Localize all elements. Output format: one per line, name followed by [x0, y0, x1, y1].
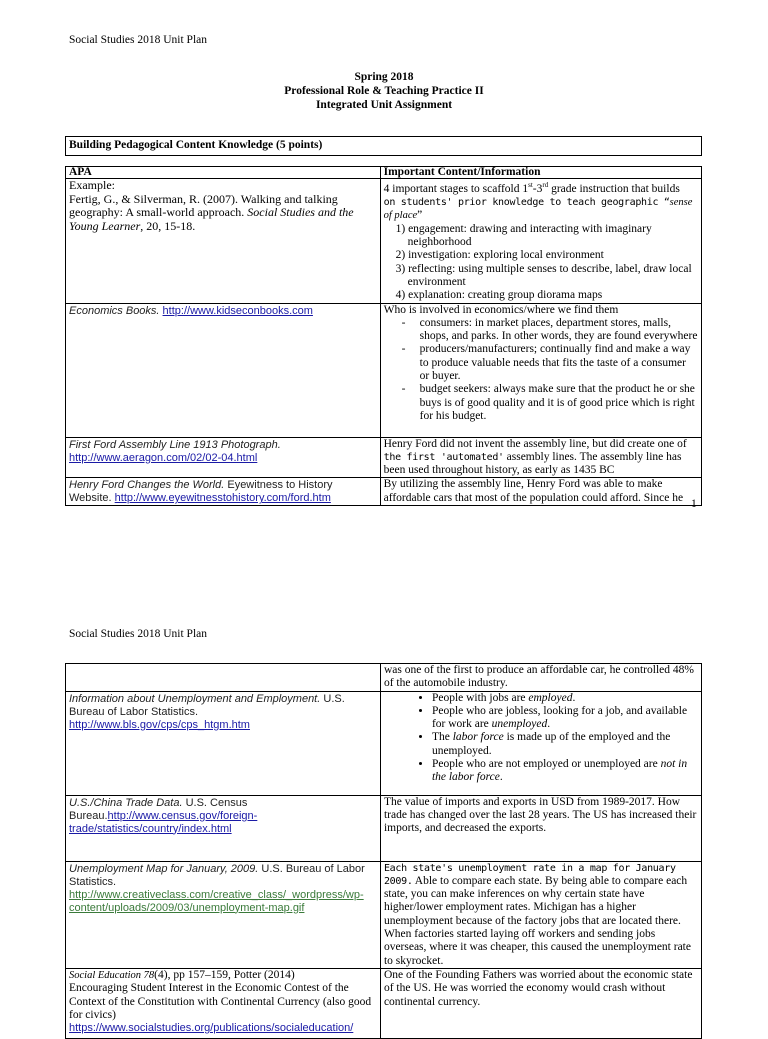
- empty-cell: [66, 664, 381, 692]
- econ-link[interactable]: http://www.kidseconbooks.com: [162, 304, 313, 317]
- econ-info-cell: [380, 303, 701, 437]
- econ-intro: Who is involved in economics/where we find them: [383, 303, 619, 316]
- ford2-link[interactable]: http://www.eyewitnesstohistory.com/ford.htm: [114, 492, 331, 505]
- list-item: 3) reflecting: using multiple senses to describe, label, draw local environment: [395, 262, 692, 288]
- table-row: [66, 861, 702, 968]
- trade-info-cell: The value of imports and exports in USD from 1989-2017. How trade has changed over the last 28 years. The US has increased their imports, and decreased the exports.: [380, 795, 701, 861]
- title-line-2: Professional Role & Teaching Practice II: [284, 85, 484, 97]
- list-item: 1) engagement: drawing and interacting with imaginary neighborhood: [395, 222, 652, 249]
- unemp-list: [384, 692, 698, 785]
- section-heading: Building Pedagogical Content Knowledge (5 points): [66, 137, 702, 156]
- list-item: • People who are not employed or unemployed are not in the labor force.: [432, 758, 698, 785]
- journal-title: Social Education 78: [69, 969, 155, 981]
- example-citation: Fertig, G., & Silverman, R. (2007). Walking and talking geography: A small-world approach. Social Studies and the Young Learner, 20, 15-18.: [69, 191, 354, 233]
- example-info-intro: 4 important stages to scaffold 1st-3rd grade instruction that builds: [383, 181, 680, 195]
- table-row: [66, 691, 702, 795]
- table-row: [66, 179, 702, 304]
- list-item: • People with jobs are employed.: [432, 692, 698, 705]
- example-info-cell: [380, 179, 701, 304]
- list-item: • The labor force is made up of the employed and the unemployed.: [432, 731, 698, 758]
- currency-citation-cell: Social Education 78(4), pp 157–159, Potter (2014) Encouraging Student Interest in the Economic Contest of the Context of the Constitution with Continental Currency (also good for civics) https://www.socialstudies.org/publications/socialeducation/: [66, 968, 381, 1038]
- econ-citation-cell: [66, 303, 381, 437]
- econ-list: [384, 317, 698, 423]
- table-row: [66, 303, 702, 437]
- trade-link[interactable]: http://www.census.gov/foreign-trade/statistics/country/index.html: [69, 809, 258, 835]
- ford1-info-cell: Henry Ford did not invent the assembly line, but did create one of the first 'automated' assembly lines. The assembly line has been used throughout history, as early as 1435 BC: [380, 437, 701, 478]
- page-header: Social Studies 2018 Unit Plan: [69, 628, 207, 640]
- section-heading-box: [65, 136, 702, 156]
- steps-list: [384, 223, 698, 303]
- ford2-title: Henry Ford Changes the World.: [69, 479, 225, 492]
- content-table-page2: [65, 663, 702, 1039]
- econ-title: Economics Books.: [69, 304, 160, 317]
- example-citation-cell: [66, 179, 381, 304]
- map-citation-cell: Unemployment Map for January, 2009. U.S. Bureau of Labor Statistics. http://www.creativeclass.com/creative_class/_wordpress/wp-content/uploads/2009/03/unemployment-map.gif: [66, 861, 381, 968]
- table-row: [66, 478, 702, 506]
- page-number: 1: [691, 498, 697, 510]
- trade-citation-cell: U.S./China Trade Data. U.S. Census Bureau.http://www.census.gov/foreign-trade/statistics/country/index.html: [66, 795, 381, 861]
- journal-title: Social Studies and the Young Learner: [69, 205, 354, 233]
- table-row: [66, 795, 702, 861]
- unemp-citation-cell: Information about Unemployment and Employment. U.S. Bureau of Labor Statistics. http://www.bls.gov/cps/cps_htgm.htm: [66, 691, 381, 795]
- table-row: [66, 664, 702, 692]
- example-label: Example:: [69, 178, 115, 192]
- ford2-citation-cell: Henry Ford Changes the World. Eyewitness to History Website. http://www.eyewitnesstohistory.com/ford.htm: [66, 478, 381, 506]
- content-table-page1: [65, 166, 702, 506]
- title-line-3: Integrated Unit Assignment: [315, 99, 453, 111]
- title-line-1: Spring 2018: [354, 71, 414, 83]
- unemp-info-cell: [380, 691, 701, 795]
- table-row: [66, 437, 702, 478]
- ford1-link[interactable]: http://www.aeragon.com/02/02-04.html: [69, 451, 258, 464]
- list-item: • People who are jobless, looking for a job, and available for work are unemployed.: [432, 705, 698, 732]
- map-title: Unemployment Map for January, 2009.: [69, 862, 259, 875]
- map-info-cell: Each state's unemployment rate in a map for January 2009. Able to compare each state. By being able to compare each state, you can make inferences on why certain state have higher/lower employment rates. Michigan has a higher unemployment because of the factory jobs that are located there. When factories started laying off workers and sending jobs overseas, where it was cheaper, this caused the unemployment rate to skyrocket.: [380, 861, 701, 968]
- unemp-link[interactable]: http://www.bls.gov/cps/cps_htgm.htm: [69, 718, 250, 731]
- table-row: [66, 968, 702, 1038]
- ford2-info-cell: By utilizing the assembly line, Henry Ford was able to make affordable cars that most of the population could afford. Since he: [380, 478, 701, 506]
- list-item: 4) explanation: creating group diorama maps: [395, 289, 603, 302]
- example-info-handwritten: on students' prior knowledge to teach geographic “sense of place”: [383, 197, 693, 222]
- list-item: - producers/manufacturers; continually find and make a way to produce valuable needs that fits the taste of a consumer or buyer.: [420, 343, 698, 383]
- ford1-title: First Ford Assembly Line 1913 Photograph.: [69, 438, 281, 451]
- list-item: - consumers: in market places, department stores, malls, shops, and parks. In other words, they are found everywhere: [420, 317, 698, 344]
- currency-link[interactable]: https://www.socialstudies.org/publications/socialeducation/: [69, 1022, 354, 1035]
- list-item: - budget seekers: always make sure that the product he or she buys is of good quality and it is of good price which is right for his budget.: [420, 383, 698, 423]
- list-item: 2) investigation: exploring local environment: [395, 249, 604, 262]
- unemp-title: Information about Unemployment and Employment.: [69, 692, 321, 705]
- trade-title: U.S./China Trade Data.: [69, 796, 183, 809]
- ford1-citation-cell: [66, 437, 381, 478]
- col-header-apa: APA: [66, 167, 381, 179]
- map-link[interactable]: http://www.creativeclass.com/creative_class/_wordpress/wp-content/uploads/2009/03/unemployment-map.gif: [69, 888, 364, 914]
- col-header-info: Important Content/Information: [380, 167, 701, 179]
- cont-info-cell: was one of the first to produce an affordable car, he controlled 48% of the automobile industry.: [380, 664, 701, 692]
- page-header: Social Studies 2018 Unit Plan: [69, 34, 207, 46]
- currency-info-cell: One of the Founding Fathers was worried about the economic state of the US. He was worried the economy would crash without continental currency.: [380, 968, 701, 1038]
